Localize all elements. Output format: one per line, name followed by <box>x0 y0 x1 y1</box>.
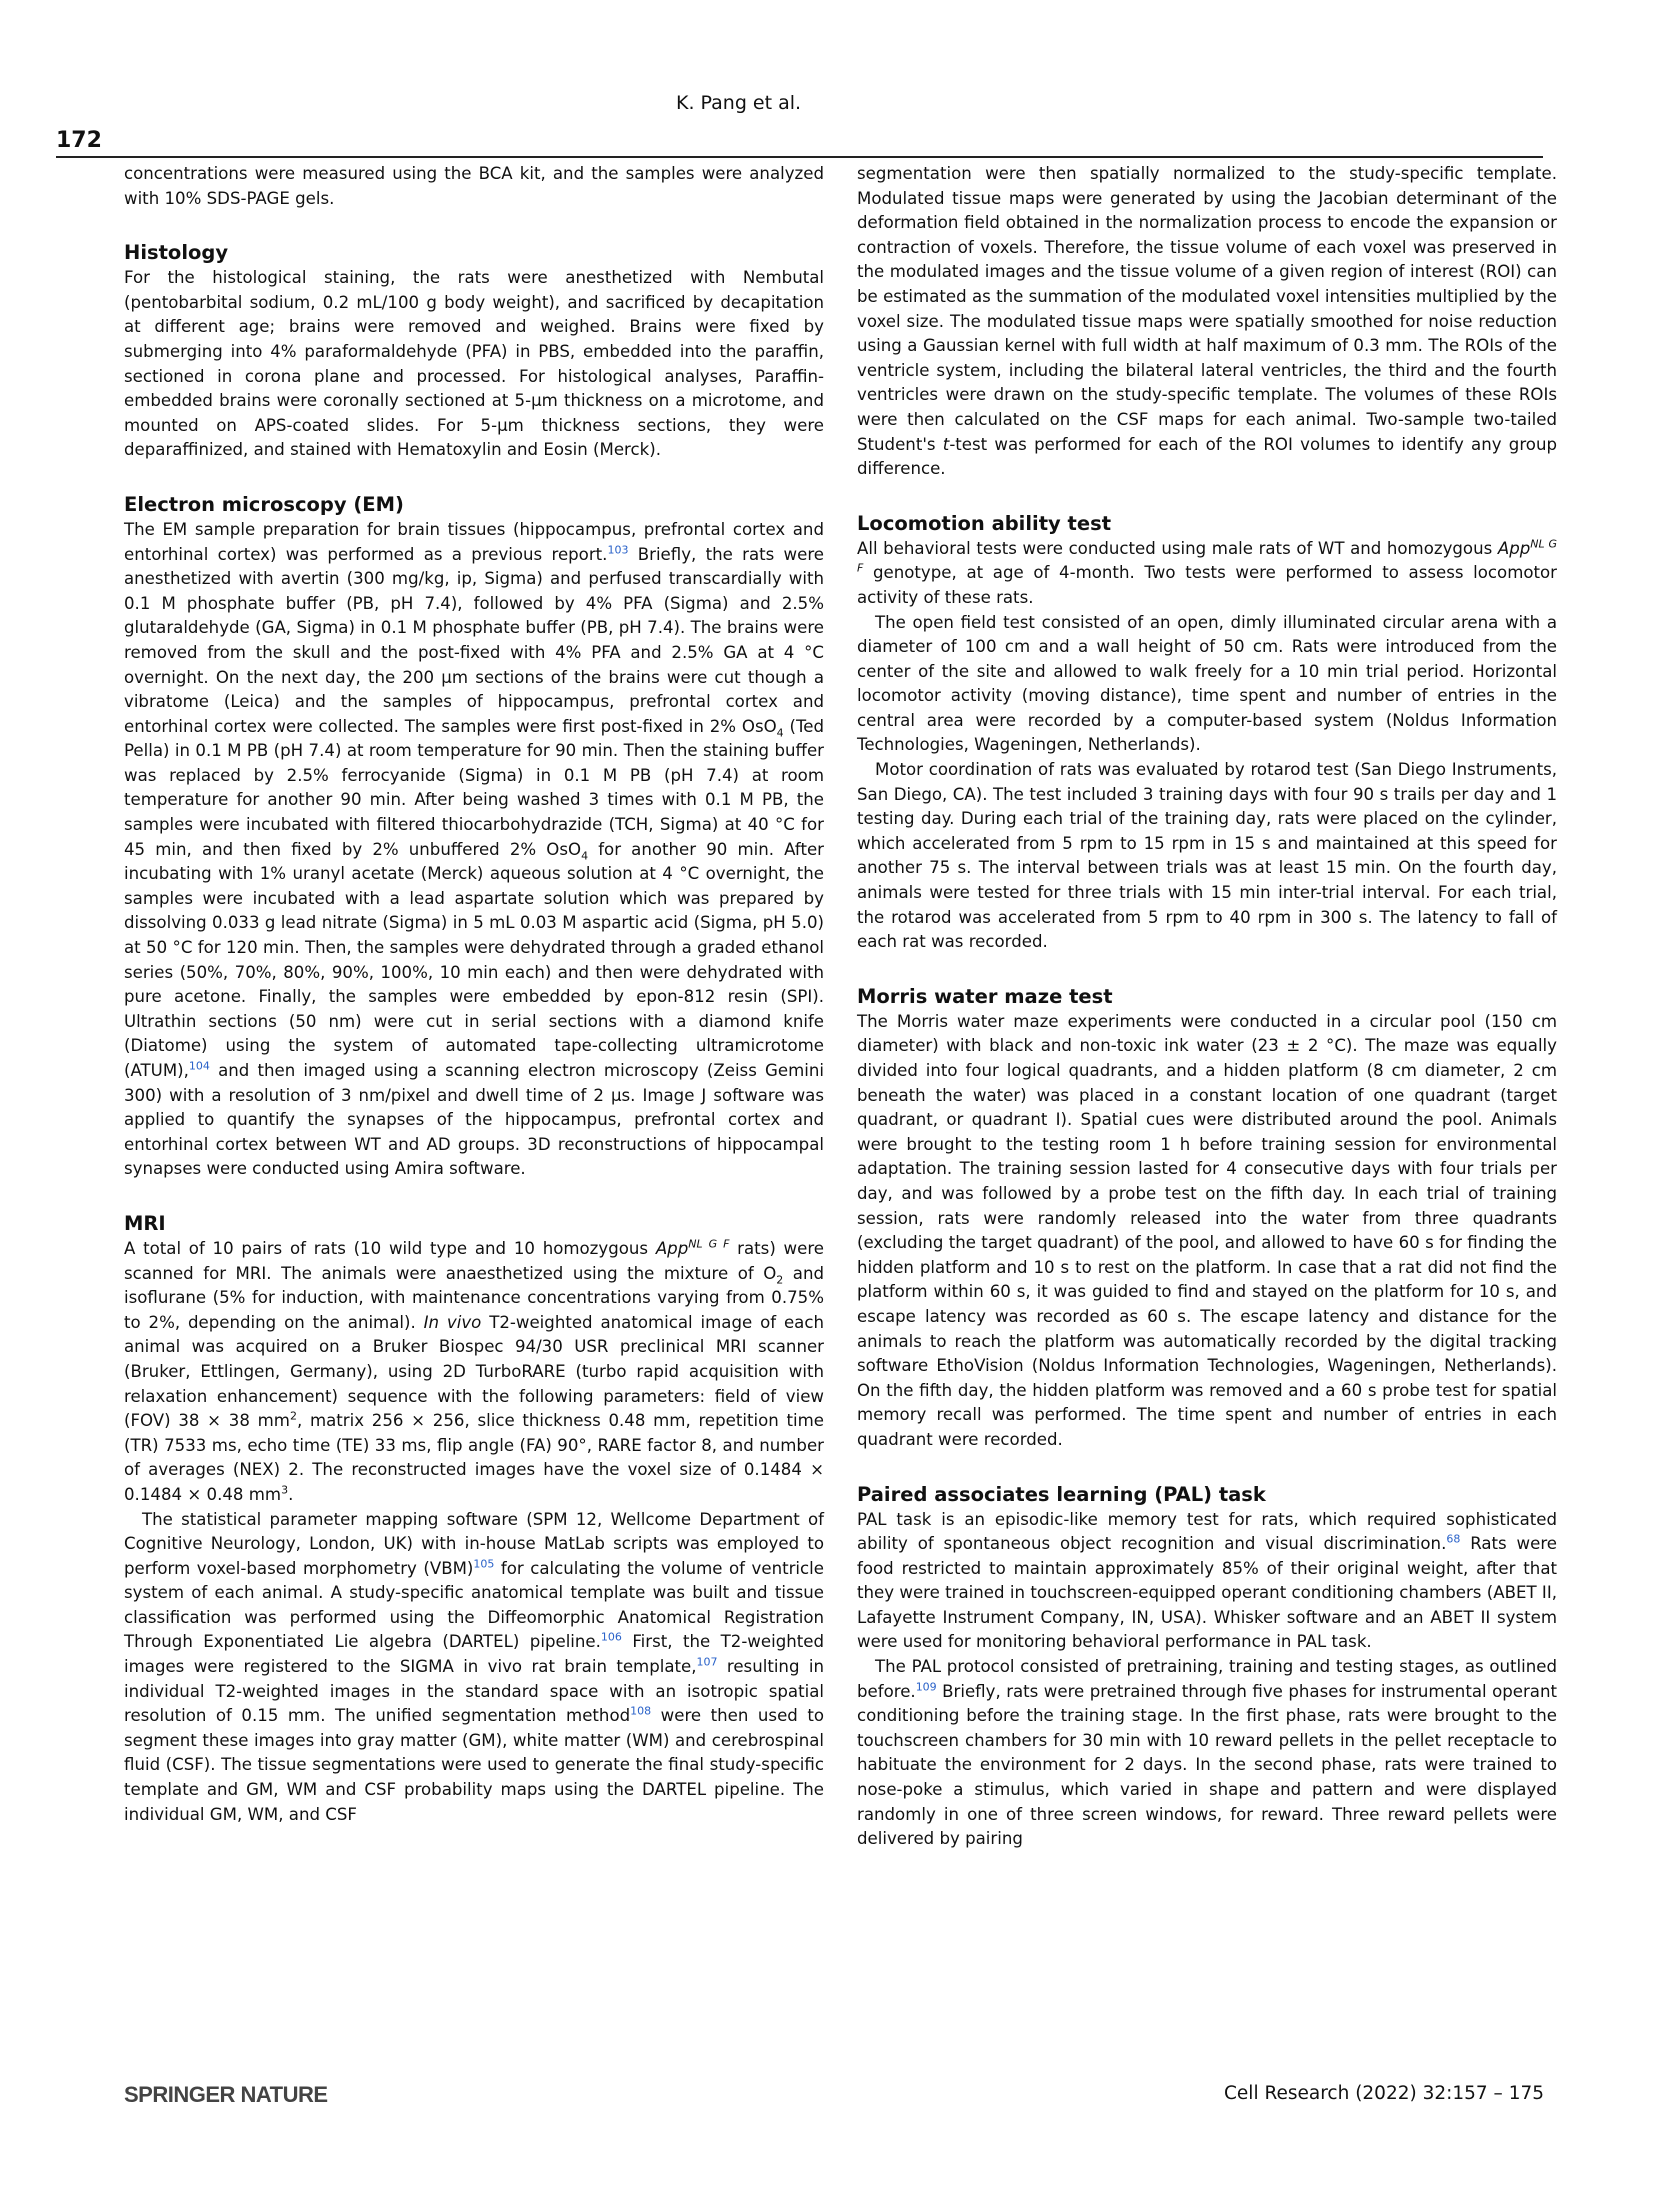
mri-paragraph-1: A total of 10 pairs of rats (10 wild type and 10 homozygous App$^{NL G F}$ rats) were scanned for MRI. The animals were anaesthetized using the mixture of $O_2$ and isoflurane (5% for induction, with maintenance concentrations varying from 0.75% to 2%, depending on the animal). In vivo T2-weighted anatomical image of each animal was acquired on a Bruker Biospec 94/30 USR preclinical MRI scanner (Bruker, Ettlingen, Germany), using 2D TurboRARE (turbo rapid acquisition with relaxation enhancement) sequence with the following parameters: field of view (FOV) 38 × 38 $mm^2$, matrix 256 × 256, slice thickness 0.48 mm, repetition time (TR) 7533 ms, echo time (TE) 33 ms, flip angle (FA) 90°, RARE factor 8, and number of averages (NEX) 2. The reconstructed images have the voxel size of 0.1484 × 0.1484 × 0.48 $mm^3$. <box>124 1237 824 1504</box>
page-number: 172 <box>56 128 102 153</box>
citation-109[interactable]: 109 <box>915 1680 937 1694</box>
histology-paragraph: For the histological staining, the rats were anesthetized with Nembutal (pentobarbital sodium, 0.2 mL/100 g body weight), and sacrificed by decapitation at different age; brains were removed and weighed. Brains were fixed by submerging into 4% paraformaldehyde (PFA) in PBS, embedded into the paraffin, sectioned in corona plane and processed. For histological analyses, Paraffin-embedded brains were coronally sectioned at 5-μm thickness on a microtome, and mounted on APS-coated slides. For 5-μm thickness sections, they were deparaffinized, and stained with Hematoxylin and Eosin (Merck). <box>124 268 824 460</box>
running-header-author: K. Pang et al. <box>676 92 802 114</box>
locomotion-paragraph-1: All behavioral tests were conducted using male rats of WT and homozygous App$^{NL G F}$ genotype, at age of 4-month. Two tests were performed to assess locomotor activity of these rats. <box>857 537 1557 607</box>
section-em <box>124 492 824 1182</box>
section-pal <box>857 1482 1557 1852</box>
citation-103[interactable]: 103 <box>607 543 629 556</box>
em-paragraph: The EM sample preparation for brain tissues (hippocampus, prefrontal cortex and entorhinal cortex) was performed as a previous report.$^{103}$ Briefly, the rats were anesthetized with avertin (300 mg/kg, ip, Sigma) and perfused transcardially with 0.1 M phosphate buffer (PB, pH 7.4), followed by 4% PFA (Sigma) and 2.5% glutaraldehyde (GA, Sigma) in 0.1 M phosphate buffer (PB, pH 7.4). The brains were removed from the skull and the post-fixed with 4% PFA and 2.5% GA at 4 °C overnight. On the next day, the 200 μm sections of the brains were cut though a vibratome (Leica) and the samples of hippocampus, prefrontal cortex and entorhinal cortex were collected. The samples were first post-fixed in 2% OsO$_4$ (Ted Pella) in 0.1 M PB (pH 7.4) at room temperature for 90 min. Then the staining buffer was replaced by 2.5% ferrocyanide (Sigma) in 0.1 M PB (pH 7.4) at room temperature for another 90 min. After being washed 3 times with 0.1 M PB, the samples were incubated with filtered thiocarbohydrazide (TCH, Sigma) at 40 °C for 45 min, and then fixed by 2% unbuffered 2% OsO$_4$ for another 90 min. After incubating with 1% uranyl acetate (Merck) aqueous solution at 4 °C overnight, the samples were incubated with a lead aspartate solution which was prepared by dissolving 0.033 g lead nitrate (Sigma) in 5 mL 0.03 M aspartic acid (Sigma, pH 5.0) at 50 °C for 120 min. Then, the samples were dehydrated through a graded ethanol series (50%, 70%, 80%, 90%, 100%, 10 min each) and then were dehydrated with pure acetone. Finally, the samples were embedded by epon-812 resin (SPI). Ultrathin sections (50 nm) were cut in serial sections with a diamond knife (Diatome) using the system of automated tape-collecting ultramicrotome (ATUM),$^{104}$ and then imaged using a scanning electron microscopy (Zeiss Gemini 300) with a resolution of 3 nm/pixel and dwell time of 2 μs. Image J software was applied to quantify the synapses of the hippocampus, prefrontal cortex and entorhinal cortex between WT and AD groups. 3D reconstructions of hippocampal synapses were conducted using Amira software. <box>124 519 825 1179</box>
heading-mri: MRI <box>124 1211 166 1235</box>
left-column <box>124 162 824 1827</box>
heading-em: Electron microscopy (EM) <box>124 492 404 516</box>
mri-continued-paragraph: segmentation were then spatially normalized to the study-specific template. Modulated tissue maps were generated by using the Jacobian determinant of the deformation field obtained in the normalization process to encode the expansion or contraction of voxels. Therefore, the tissue volume of each voxel was preserved in the modulated images and the tissue volume of a given region of interest (ROI) can be estimated as the summation of the modulated voxel intensities multiplied by the voxel size. The modulated tissue maps were spatially smoothed for noise reduction using a Gaussian kernel with full width at half maximum of 0.3 mm. The ROIs of the ventricle system, including the bilateral lateral ventricles, the third and the fourth ventricles were drawn on the study-specific template. The volumes of these ROIs were then calculated on the CSF maps for each animal. Two-sample two-tailed Student's t-test was performed for each of the ROI volumes to identify any group difference. <box>857 164 1557 479</box>
section-mri <box>124 1211 824 1827</box>
citation-106[interactable]: 106 <box>600 1630 622 1644</box>
publisher-logo: SPRINGER NATURE <box>124 2082 328 2107</box>
citation-108[interactable]: 108 <box>630 1704 652 1718</box>
heading-locomotion: Locomotion ability test <box>857 511 1112 535</box>
section-morris <box>857 984 1557 1453</box>
intro-paragraph: concentrations were measured using the BCA kit, and the samples were analyzed with 10% SDS-PAGE gels. <box>124 164 824 208</box>
heading-histology: Histology <box>124 241 229 265</box>
heading-pal: Paired associates learning (PAL) task <box>857 1482 1266 1506</box>
citation-105[interactable]: 105 <box>473 1557 495 1571</box>
section-histology <box>124 240 824 463</box>
section-locomotion <box>857 511 1557 955</box>
locomotion-paragraph-3: Motor coordination of rats was evaluated by rotarod test (San Diego Instruments, San Diego, CA). The test included 3 training days with four 90 s trails per day and 1 testing day. During each trial of the training day, rats were placed on the cylinder, which accelerated from 5 rpm to 15 rpm in 15 s and maintained at this speed for another 75 s. The interval between trials was at least 15 min. On the fourth day, animals were tested for three trials with 15 min inter-trial interval. For each trial, the rotarod was accelerated from 5 rpm to 40 rpm in 300 s. The latency to fall of each rat was recorded. <box>857 760 1557 952</box>
citation-68[interactable]: 68 <box>1446 1532 1461 1546</box>
morris-paragraph: The Morris water maze experiments were conducted in a circular pool (150 cm diameter) with black and non-toxic ink water (23 ± 2 °C). The maze was equally divided into four logical quadrants, and a hidden platform (8 cm diameter, 2 cm beneath the water) was placed in a constant location of one quadrant (target quadrant, or quadrant I). Spatial cues were distributed around the pool. Animals were brought to the testing room 1 h before training session for environmental adaptation. The training session lasted for 4 consecutive days with four trials per day, and was followed by a probe test on the fifth day. In each trial of training session, rats were randomly released into the water from three quadrants (excluding the target quadrant) of the pool, and allowed to have 60 s for finding the hidden platform and 10 s to rest on the platform. In case that a rat did not find the platform within 60 s, it was guided to find and stayed on the platform for 10 s, and escape latency was recorded as 60 s. The escape latency and distance for the animals to reach the platform was automatically recorded by the digital tracking software EthoVision (Noldus Information Technologies, Wageningen, Netherlands). On the fifth day, the hidden platform was removed and a 60 s probe test for spatial memory recall was performed. The time spent and number of entries in each quadrant were recorded. <box>857 1011 1557 1449</box>
header-rule <box>56 156 1543 158</box>
mri-paragraph-2: The statistical parameter mapping software (SPM 12, Wellcome Department of Cognitive Neurology, London, UK) with in-house MatLab scripts was employed to perform voxel-based morphometry (VBM)$^{105}$ for calculating the volume of ventricle system of each animal. A study-specific anatomical template was built and tissue classification was performed using the Diffeomorphic Anatomical Registration Through Exponentiated Lie algebra (DARTEL) pipeline.$^{106}$ First, the T2-weighted images were registered to the SIGMA in vivo rat brain template,$^{107}$ resulting in individual T2-weighted images in the standard space with an isotropic spatial resolution of 0.15 mm. The unified segmentation method$^{108}$ were then used to segment these images into gray matter (GM), white matter (WM) and cerebrospinal fluid (CSF). The tissue segmentations were used to generate the final study-specific template and GM, WM and CSF probability maps using the DARTEL pipeline. The individual GM, WM, and CSF <box>124 1509 825 1824</box>
citation-104[interactable]: 104 <box>188 1059 210 1073</box>
locomotion-paragraph-2: The open field test consisted of an open, dimly illuminated circular arena with a diameter of 100 cm and a wall height of 50 cm. Rats were introduced from the center of the site and allowed to walk freely for a 10 min trial period. Horizontal locomotor activity (moving distance), time spent and number of entries in the central area were recorded by a computer-based system (Noldus Information Technologies, Wageningen, Netherlands). <box>857 612 1557 755</box>
journal-citation: Cell Research (2022) 32:157 – 175 <box>1224 2083 1545 2104</box>
citation-107[interactable]: 107 <box>696 1655 718 1669</box>
heading-morris: Morris water maze test <box>857 984 1113 1008</box>
right-column <box>857 162 1557 1852</box>
pal-paragraph-1: PAL task is an episodic-like memory test for rats, which required sophisticated ability of spontaneous object recognition and visual discrimination.$^{68}$ Rats were food restricted to maintain approximately 85% of their original weight, after that they were trained in touchscreen-equipped operant conditioning chambers (ABET II, Lafayette Instrument Company, IN, USA). Whisker software and an ABET II system were used for monitoring behavioral performance in PAL task. <box>857 1509 1557 1652</box>
pal-paragraph-2: The PAL protocol consisted of pretraining, training and testing stages, as outlined before.$^{109}$ Briefly, rats were pretrained through five phases for instrumental operant conditioning before the training stage. In the first phase, rats were brought to the touchscreen chambers for 30 min with 10 reward pellets in the pellet receptacle to habituate the environment for 2 days. In the second phase, rats were trained to nose-poke a stimulus, which varied in shape and pattern and were displayed randomly in one of three screen windows, for reward. Three reward pellets were delivered by pairing <box>857 1657 1557 1849</box>
